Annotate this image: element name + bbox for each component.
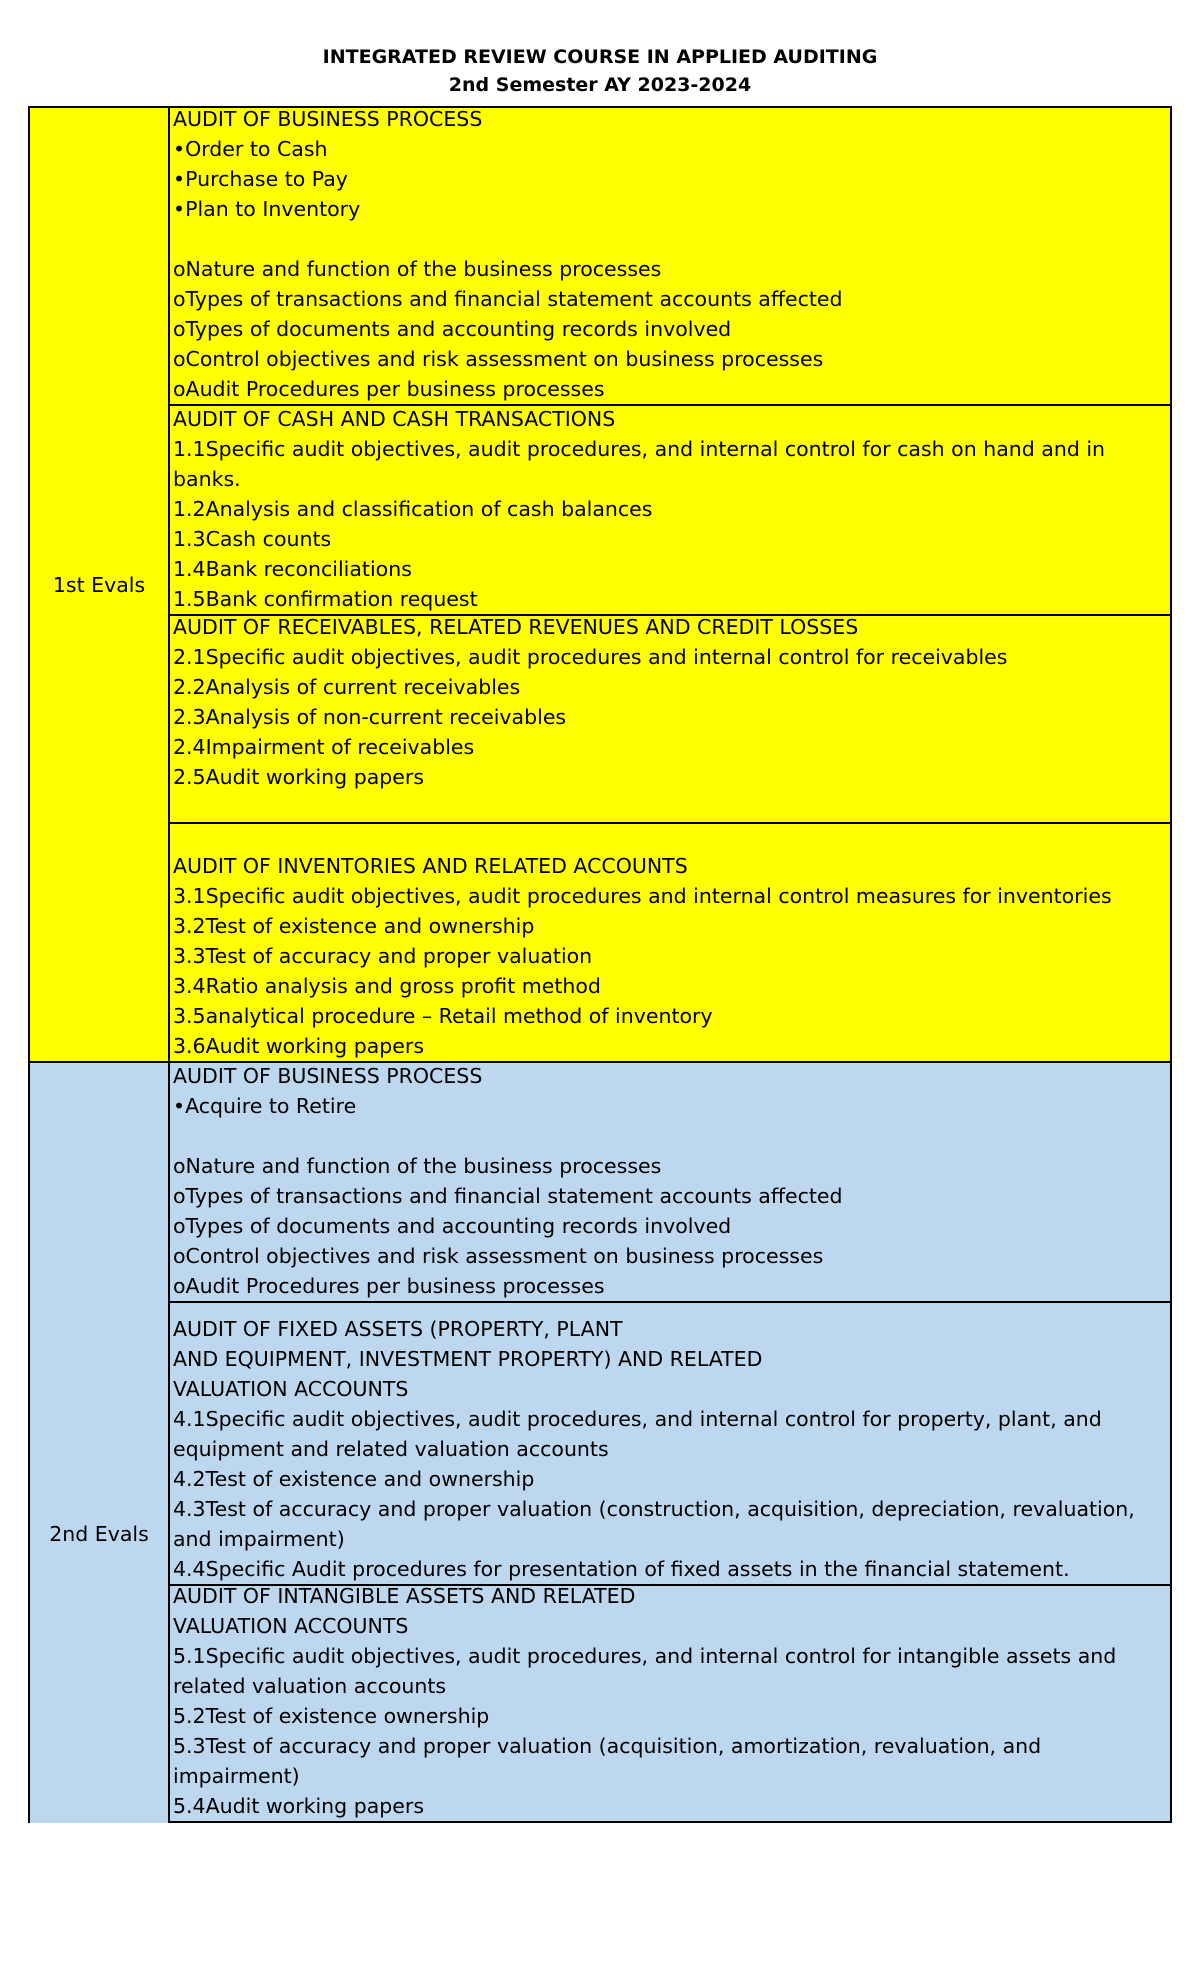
topic-item: 3.6Audit working papers (173, 1034, 425, 1058)
topic-item: oControl objectives and risk assessment on business processes (173, 1244, 824, 1268)
syllabus-table (28, 106, 1172, 1823)
topic-heading: VALUATION ACCOUNTS (173, 1614, 409, 1638)
document-subtitle: 2nd Semester AY 2023-2024 (448, 74, 752, 96)
topic-row-inventories (168, 822, 1172, 1061)
topic-item: 3.5analytical procedure – Retail method of inventory (173, 1004, 713, 1028)
topic-item: impairment) (173, 1764, 300, 1788)
topic-item: 3.3Test of accuracy and proper valuation (173, 944, 593, 968)
topic-item: 2.3Analysis of non-current receivables (173, 705, 567, 729)
topic-heading: AUDIT OF BUSINESS PROCESS (173, 107, 483, 131)
topic-item: 5.1Specific audit objectives, audit procedures, and internal control for intangible assets and (173, 1644, 1117, 1668)
topic-item: 4.1Specific audit objectives, audit procedures, and internal control for property, plant, and (173, 1407, 1102, 1431)
section-label: 1st Evals (52, 573, 146, 597)
topic-item: 2.4Impairment of receivables (173, 735, 475, 759)
topic-item: 5.2Test of existence ownership (173, 1704, 490, 1728)
topic-item: 3.2Test of existence and ownership (173, 914, 535, 938)
topic-heading: AUDIT OF RECEIVABLES, RELATED REVENUES AND CREDIT LOSSES (173, 615, 859, 639)
topic-item: 5.4Audit working papers (173, 1794, 425, 1818)
topic-item: 1.1Specific audit objectives, audit procedures, and internal control for cash on hand and in (173, 437, 1106, 461)
topic-item: 1.4Bank reconciliations (173, 557, 412, 581)
topic-item: equipment and related valuation accounts (173, 1437, 609, 1461)
topic-row-receivables (168, 614, 1172, 822)
topic-item: •Acquire to Retire (173, 1094, 357, 1118)
topics-column (168, 106, 1172, 1061)
topic-heading: AUDIT OF INVENTORIES AND RELATED ACCOUNTS (173, 854, 688, 878)
topic-item: 2.1Specific audit objectives, audit procedures and internal control for receivables (173, 645, 1008, 669)
section-2nd-evals (28, 1061, 1172, 1823)
blank-line (173, 792, 1170, 822)
topic-heading: AUDIT OF FIXED ASSETS (PROPERTY, PLANT (173, 1317, 623, 1341)
section-label-cell (28, 1061, 168, 1823)
topic-item: 1.2Analysis and classification of cash balances (173, 497, 653, 521)
topic-item: 1.5Bank confirmation request (173, 587, 478, 611)
topic-heading: AUDIT OF CASH AND CASH TRANSACTIONS (173, 407, 616, 431)
blank-line (173, 821, 1170, 851)
topic-item: related valuation accounts (173, 1674, 447, 1698)
topic-item: oControl objectives and risk assessment on business processes (173, 347, 824, 371)
document-header (0, 43, 1200, 99)
topic-heading: VALUATION ACCOUNTS (173, 1377, 409, 1401)
document-title: INTEGRATED REVIEW COURSE IN APPLIED AUDITING (322, 46, 878, 68)
blank-line (173, 1121, 1170, 1151)
topic-heading: AUDIT OF BUSINESS PROCESS (173, 1064, 483, 1088)
topic-row-business-process-2 (168, 1061, 1172, 1301)
topic-item: 4.4Specific Audit procedures for presentation of fixed assets in the financial statement. (173, 1557, 1070, 1581)
topic-item: oTypes of transactions and financial statement accounts affected (173, 287, 843, 311)
topic-item: 5.3Test of accuracy and proper valuation (acquisition, amortization, revaluation, and (173, 1734, 1042, 1758)
topic-item: banks. (173, 467, 241, 491)
topics-column (168, 1061, 1172, 1823)
topic-item: •Purchase to Pay (173, 167, 348, 191)
topic-row-fixed-assets (168, 1301, 1172, 1584)
topic-item: oTypes of documents and accounting records involved (173, 1214, 732, 1238)
topic-item: •Order to Cash (173, 137, 328, 161)
topic-item: oNature and function of the business processes (173, 1154, 662, 1178)
topic-item: oTypes of transactions and financial statement accounts affected (173, 1184, 843, 1208)
topic-item: •Plan to Inventory (173, 197, 361, 221)
blank-line (173, 224, 1170, 254)
topic-heading: AUDIT OF INTANGIBLE ASSETS AND RELATED (173, 1584, 636, 1608)
topic-row-intangible-assets (168, 1584, 1172, 1823)
topic-row-cash (168, 404, 1172, 614)
topic-row-business-process-1 (168, 106, 1172, 404)
topic-item: oAudit Procedures per business processes (173, 1274, 605, 1298)
topic-item: 1.3Cash counts (173, 527, 332, 551)
topic-item: 4.2Test of existence and ownership (173, 1467, 535, 1491)
topic-item: 4.3Test of accuracy and proper valuation (construction, acquisition, depreciation, revaluation, (173, 1497, 1135, 1521)
topic-item: 2.2Analysis of current receivables (173, 675, 521, 699)
section-label-cell (28, 106, 168, 1061)
topic-item: 3.1Specific audit objectives, audit procedures and internal control measures for inventories (173, 884, 1112, 908)
topic-item: 2.5Audit working papers (173, 765, 425, 789)
topic-item: oNature and function of the business processes (173, 257, 662, 281)
topic-item: oTypes of documents and accounting records involved (173, 317, 732, 341)
topic-item: 3.4Ratio analysis and gross profit method (173, 974, 601, 998)
section-1st-evals (28, 106, 1172, 1061)
topic-heading: AND EQUIPMENT, INVESTMENT PROPERTY) AND RELATED (173, 1347, 763, 1371)
section-label: 2nd Evals (49, 1522, 149, 1546)
topic-item: oAudit Procedures per business processes (173, 377, 605, 401)
topic-item: and impairment) (173, 1527, 345, 1551)
